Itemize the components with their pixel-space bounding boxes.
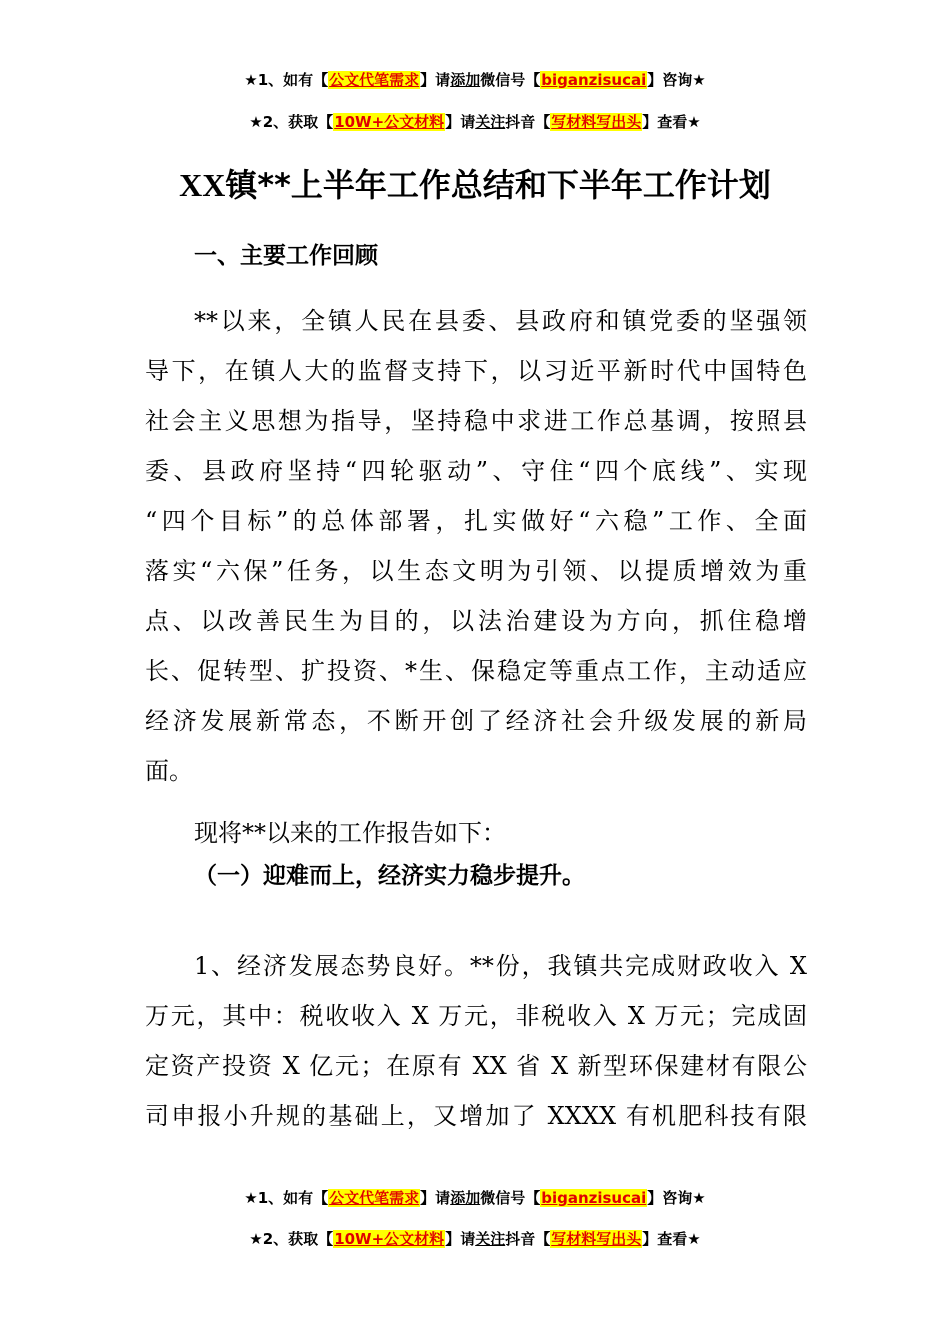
banner-text: 】查看★ — [642, 1230, 701, 1248]
banner-text: ★1、如有【 — [244, 71, 329, 89]
paragraph-line: **以来，全镇人民在县委、县政府和镇党委的坚强领 — [194, 307, 807, 335]
paragraph-line: 司申报小升规的基础上，又增加了 XXXX 有机肥科技有限 — [145, 1102, 807, 1130]
paragraph-line: 现将**以来的工作报告如下： — [194, 819, 506, 847]
document-title — [0, 160, 950, 210]
paragraph-line: 1、经济发展态势良好。**份，我镇共完成财政收入 X — [194, 952, 807, 980]
banner-text: 抖音【 — [505, 1230, 551, 1248]
banner-underlined-text: 关注 — [475, 113, 506, 131]
economy-paragraph — [145, 941, 807, 1141]
paragraph-line: 经济发展新常态，不断开创了经济社会升级发展的新局 — [145, 707, 807, 735]
paragraph-line: “四个目标”的总体部署，扎实做好“六稳”工作、全面 — [145, 507, 807, 535]
paragraph-line: 万元，其中：税收收入 X 万元，非税收入 X 万元；完成固 — [145, 1002, 807, 1030]
banner-text: 微信号【 — [480, 1189, 541, 1207]
highlight-materials-label: 10W+公文材料 — [334, 113, 445, 131]
section-heading-main-review: 一、主要工作回顾 — [194, 243, 378, 269]
highlight-douyin-account: 写材料写出头 — [551, 113, 642, 131]
document-title-prefix: XX — [179, 167, 226, 203]
banner-text: 】咨询★ — [647, 71, 706, 89]
highlight-service-label: 公文代笔需求 — [329, 1189, 420, 1207]
banner-text: 微信号【 — [480, 71, 541, 89]
banner-underlined-text: 关注 — [475, 1230, 506, 1248]
banner-text: ★2、获取【 — [249, 113, 334, 131]
report-intro-paragraph — [145, 808, 807, 858]
banner-text: 】请 — [420, 1189, 451, 1207]
top-banner-line-1 — [0, 69, 950, 91]
top-banner-line-2 — [0, 111, 950, 133]
intro-paragraph — [145, 296, 807, 796]
highlight-wechat-id: biganzisucai — [541, 1189, 647, 1207]
banner-text: ★1、如有【 — [244, 1189, 329, 1207]
banner-text: 】请 — [420, 71, 451, 89]
highlight-douyin-account: 写材料写出头 — [551, 1230, 642, 1248]
highlight-materials-label: 10W+公文材料 — [334, 1230, 445, 1248]
highlight-service-label: 公文代笔需求 — [329, 71, 420, 89]
paragraph-line: 定资产投资 X 亿元；在原有 XX 省 X 新型环保建材有限公 — [145, 1052, 807, 1080]
paragraph-line: 点、以改善民生为目的，以法治建设为方向，抓住稳增 — [145, 607, 807, 635]
banner-underlined-text: 添加 — [450, 1189, 481, 1207]
bottom-banner-line-2 — [0, 1228, 950, 1250]
banner-text: 】请 — [445, 1230, 476, 1248]
document-title-text: 镇**上半年工作总结和下半年工作计划 — [225, 166, 771, 204]
paragraph-line: 社会主义思想为指导，坚持稳中求进工作总基调，按照县 — [145, 407, 807, 435]
bottom-banner-line-1 — [0, 1187, 950, 1209]
subsection-heading-economy: （一）迎难而上，经济实力稳步提升。 — [194, 863, 585, 889]
banner-underlined-text: 添加 — [450, 71, 481, 89]
banner-text: 】咨询★ — [647, 1189, 706, 1207]
paragraph-line: 委、县政府坚持“四轮驱动”、守住“四个底线”、实现 — [145, 457, 807, 485]
banner-text: 抖音【 — [505, 113, 551, 131]
banner-text: 】请 — [445, 113, 476, 131]
banner-text: 】查看★ — [642, 113, 701, 131]
paragraph-line: 长、促转型、扩投资、*生、保稳定等重点工作，主动适应 — [145, 657, 807, 685]
paragraph-line: 落实“六保”任务，以生态文明为引领、以提质增效为重 — [145, 557, 807, 585]
paragraph-line: 面。 — [145, 757, 193, 785]
highlight-wechat-id: biganzisucai — [541, 71, 647, 89]
paragraph-line: 导下，在镇人大的监督支持下，以习近平新时代中国特色 — [145, 357, 807, 385]
banner-text: ★2、获取【 — [249, 1230, 334, 1248]
